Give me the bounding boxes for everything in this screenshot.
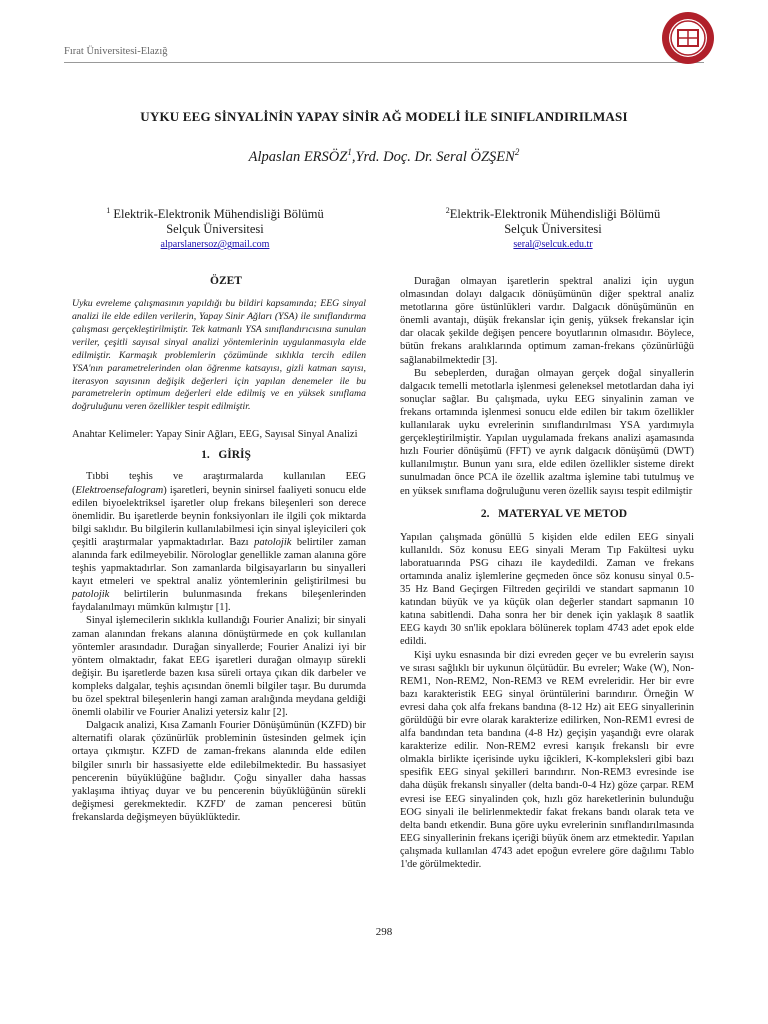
aff-2-email-link[interactable]: seral@selcuk.edu.tr	[513, 239, 593, 251]
university-seal-icon	[660, 10, 716, 66]
keywords: Anahtar Kelimeler: Yapay Sinir Ağları, EEG, Sayısal Sinyal Analizi	[72, 429, 358, 441]
page-number: 298	[375, 926, 393, 938]
header-rule	[64, 62, 704, 63]
text-run: belirtilerin bulunmasında frekans bileşenlerinden faydalanılmayı mümkün kılmıştır [1].	[72, 589, 366, 614]
author-1: Alpaslan ERSÖZ	[248, 148, 348, 165]
aff-2-dept: Elektrik-Elektronik Mühendisliği Bölümü	[449, 207, 661, 222]
section-2-number: 2.	[480, 507, 490, 520]
intro-paragraph-1	[72, 470, 366, 614]
intro-paragraph-3: Dalgacık analizi, Kısa Zamanlı Fourier Dönüşümünün (KZFD) bir alternatifi olarak çözünürlük probleminin üstesinden gelmek için ortaya çıkmıştır. KZFD de zaman-frekans alanında elde edilen bilgiler sınırlı bir hassasiyette elde edilebilmektedir. Bu hassasiyet pencerenin büyüklüğüne bağlıdır. Çoğu sinyaller daha hassas yaklaşıma ihtiyaç duyar ve bu pencerenin büyüklüğünün sürekli değişmesi gerekmektedir. KZFD' de zaman penceresi bütün frekanslarda değişmeyen büyüklüktedir.	[72, 720, 366, 823]
aff-1-dept: Elektrik-Elektronik Mühendisliği Bölümü	[110, 207, 324, 222]
author-1-mark: 1	[347, 147, 352, 157]
method-paragraph-2: Kişi uyku esnasında bir dizi evreden geçer ve bu evrelerin sayısı ve sırası sağlıklı bir uykunun ölçütüdür. Bu evreler; Wake (W), Non-REM1, Non-REM2, Non-REM3 ve REM evreleridir. Her bir evre bazı karakteristik EEG sinyal örüntülerini barındırır. Örneğin W evresi daha çok alfa frekans bandına (8-12 Hz) ait EEG sinyallerinin görüldüğü bir evre olarak karakterize edilirken, Non-REM1 evresi de alfa bandından teta bandına (4-8 Hz) geçişin yaşandığı evre olarak karakterize edilir. Non-REM2 evresi karışık frekanslı bir evre olmakla birlikte içerisinde uyku iğcikleri, K-kompleksleri gibi bazı spesifik EEG sinyal şekilleri barındırır. Non-REM3 evresinde ise daha düşük frekanslı sinyaller (delta bandı-0-4 Hz) göze çarpar. REM evresi ise EEG sinyalinden çok, hızlı göz hareketlerinin bulunduğu EOG sinyali ile belirlenmektedir fakat frekans bandı olarak teta ve delta bandı etkendir. Buna göre uyku evrelerinin sınıflandırılmasında EEG sinyallerinin frekans içeriği büyük önem arz etmektedir. Yapılan çalışmada kullanılan 4743 adet epoğun evrelere göre dağılımı Tablo 1'de görülmektedir.	[400, 649, 694, 871]
aff-1-email-link[interactable]: alparslanersoz@gmail.com	[160, 239, 270, 251]
affiliation-2	[428, 203, 678, 252]
running-header: Fırat Üniversitesi-Elazığ	[64, 46, 168, 57]
section-2-heading	[400, 508, 694, 521]
author-2: ,Yrd. Doç. Dr. Seral ÖZŞEN	[351, 148, 515, 165]
section-2-title: MATERYAL VE METOD	[498, 507, 628, 520]
text-run: ) işaretleri, beynin sinirsel faaliyeti sonucu elde edilen biyoelektriksel işaretler olup frekans bileşenleri son derece önemlidir. Bu işaretlerde beynin fonksiyonları ile ilgili çok miktarda bilgi saklıdır. Bu bilgilerin kullanılabilmesi için sinyal işleyicileri çok çeşitli araştırmalar yapmaktadırlar. Bazı	[72, 484, 366, 548]
paper-title: UYKU EEG SİNYALİNİN YAPAY SİNİR AĞ MODELİ İLE SINIFLANDIRILMASI	[140, 109, 628, 124]
text-run: Tıbbi teşhis ve araştırmalarda kullanılan EEG (	[72, 471, 366, 496]
section-1-number: 1.	[201, 449, 210, 462]
author-2-mark: 2	[514, 147, 520, 157]
abstract-text: Uyku evreleme çalışmasının yapıldığı bu bildiri kapsamında; EEG sinyal analizi ile elde edilen verilerin, Yapay Sinir Ağları (YSA) ile sınıflandırma çalışması gerçekleştirilmiştir. Tek katmanlı YSA sınıflandırıcısına sunulan veriler, çeşitli sayısal sinyal analizi yöntemlerinin uygulanmasıyla elde edilmiştir. Karmaşık problemlerin çözümünde sıklıkla tercih edilen YSA'nın parametrelerinden olan öğrenme katsayısı, gizli katman sayısı, iterasyon sayısının değişik değerleri için yapılan denemeler ile bu parametrelerin optimum değerleri elde edilmiş ve en yüksek sınıflama doğruluğunu veren özellikler tespit edilmiştir.	[72, 298, 366, 413]
abstract-heading: ÖZET	[210, 275, 242, 287]
right-paragraph-2: Bu sebeplerden, durağan olmayan gerçek doğal sinyallerin dalgacık temelli metotlarla işlenmesi geleneksel metotlardan daha iyi sonuçlar sağlar. Bu çalışmada, uyku EEG sinyalinin zaman ve frekans ortamında işlenmesi sonucu elde edilen bir takım özellikler kullanılarak uyku evrelerinin sınıflandırılması YSA yardımıyla gerçekleştirilmiştir. Yapılan uygulamada frekans analizi aşamasında hızlı Fourier dönüşümü (FFT) ve ayrık dalgacık dönüşümü (DWT) kullanılmıştır. Bunun yanı sıra, elde edilen özellikler sisteme direkt sunulmadan önce PCA ile özellik azaltma işlemine tabi tutulmuş ve en yüksek sınıflama doğruluğunu veren özellik sayısı tespit edilmiştir	[400, 367, 694, 497]
section-1-heading	[72, 449, 366, 462]
affiliation-1	[90, 203, 340, 252]
aff-2-mark: 2	[445, 206, 450, 215]
intro-paragraph-2: Sinyal işlemecilerin sıklıkla kullandığı Fourier Analizi; bir sinyali zaman alanından frekans alanına dönüştürmede en çok kullanılan yöntemler arasındadır. Durağan sinyallerde; Fourier Analizi iyi bir yöntem olmaktadır, fakat EEG işaretleri durağan olmayıp sürekli değişir. Bu işaretlerde bazen kısa süreli ortaya çıkan dik darbeler ve kompleks dalgalar, teşhis açısından önemli bilgiler taşır. Bu durumda bu özel spektral bileşenlerin hangi zaman aralığında meydana geldiği önemli olabilir ve Fourier Analizi yetersiz kalır [2].	[72, 615, 366, 719]
aff-1-mark: 1	[106, 206, 111, 215]
method-paragraph-1: Yapılan çalışmada gönüllü 5 kişiden elde edilen EEG sinyali kullanıldı. Söz konusu EEG sinyali Meram Tıp Fakültesi uyku laboratuarında PSG cihazı ile kaydedildi. Zaman ve frekans ortamında analiz işlemlerine geçmeden önce söz konusu sinyal 0.5-35 Hz Band Geçirgen Filtreden geçirildi ve standart sapmanın 10 katından büyük ve ya küçük olan değerler standart sapmanın 10 katına sabitlendi. Daha sonra her bir denek için yaklaşık 8 saatlik EEG kaydı 30 sn'lik epoklara bölünerek toplam 4743 adet epok elde edildi.	[400, 531, 694, 648]
left-column	[72, 275, 366, 824]
text-run: belirtiler zaman alanında fark edilmeyebilir. Nörologlar genellikle zaman alanına göre teşhis yapmaktadırlar. Son zamanlarda bilgisayarların bu sinyalleri kayıt etmeleri ve spektral analiz yöntemlerinin geliştirilmesi bu	[72, 536, 366, 588]
text-run-italic: patolojik	[72, 589, 110, 601]
aff-2-univ: Selçuk Üniversitesi	[504, 222, 602, 237]
author-line	[64, 147, 704, 166]
text-run-italic: patolojik	[254, 536, 292, 548]
right-paragraph-1: Durağan olmayan işaretlerin spektral analizi için uygun olmasından dolayı dalgacık dönüşümünün diğer spektral analiz metotlarına göre üstünlükleri vardır. Dalgacık dönüşümünün en önemli avantajı, düşük frekanslar için geniş, yüksek frekanslar için dar olacak şekilde değişen pencere boyutlarının olmasıdır. Böylece, bütün frekans aralıklarında optimum zaman-frekans çözünürlüğü sağlanabilmektedir [3].	[400, 276, 694, 366]
aff-1-univ: Selçuk Üniversitesi	[166, 222, 264, 237]
text-run-italic: Elektroensefalogram	[75, 484, 164, 496]
right-column	[400, 275, 694, 871]
section-1-title: GİRİŞ	[218, 449, 251, 462]
